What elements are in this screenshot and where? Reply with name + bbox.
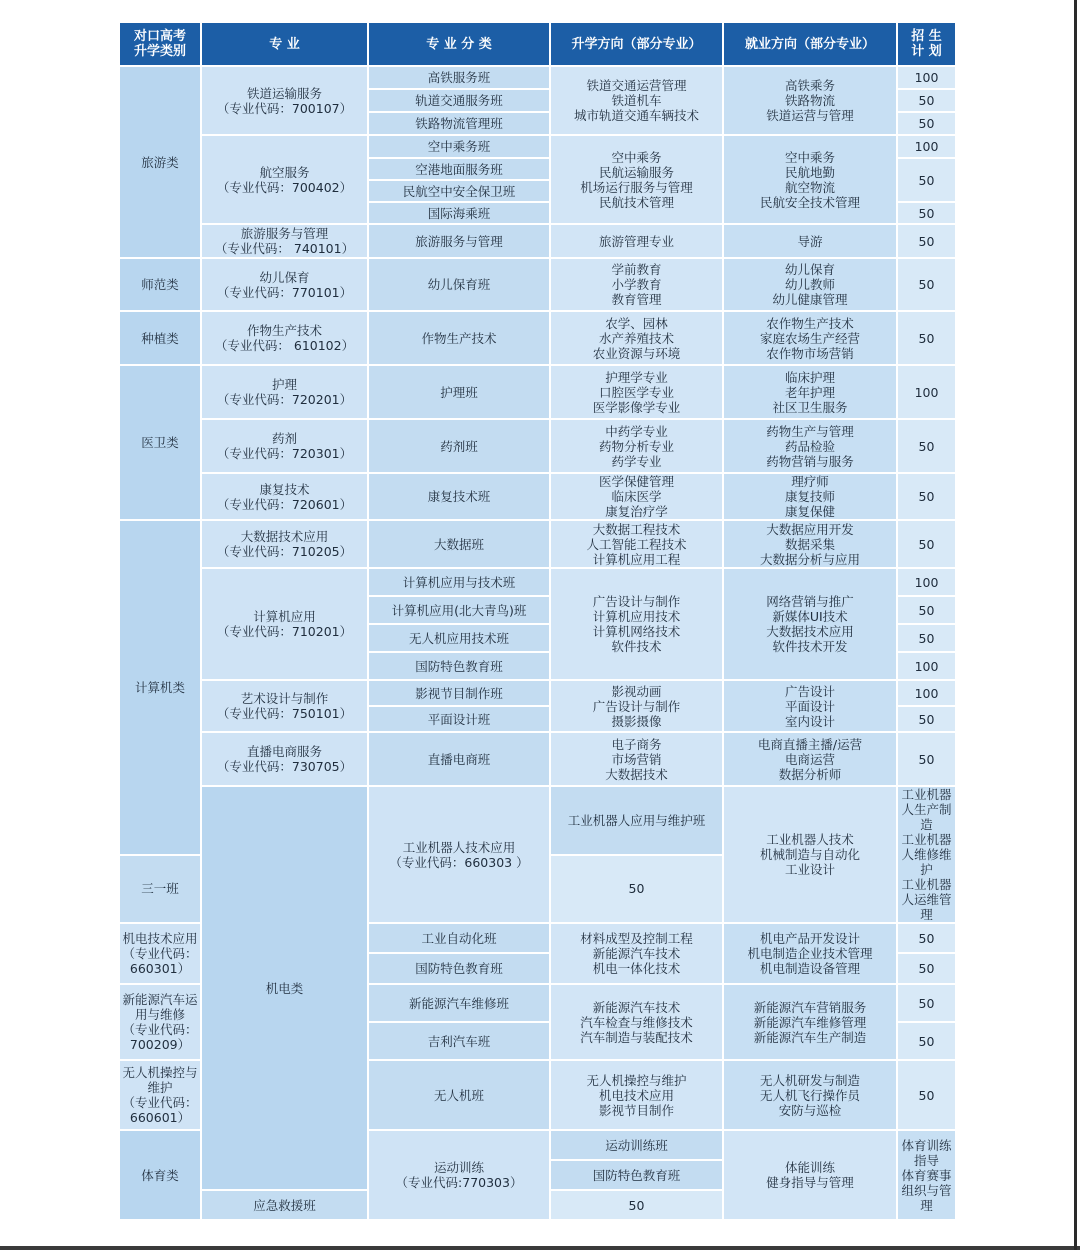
major-cell: 计算机应用 （专业代码：710201） — [201, 568, 368, 680]
enrollment-cell: 100 — [897, 568, 956, 596]
further-study-cell: 农学、园林 水产养殖技术 农业资源与环境 — [550, 311, 723, 365]
class-cell: 吉利汽车班 — [368, 1022, 550, 1060]
table-row — [119, 311, 956, 365]
class-cell: 平面设计班 — [368, 706, 550, 732]
class-cell: 工业自动化班 — [368, 923, 550, 953]
major-cell: 护理 （专业代码：720201） — [201, 365, 368, 419]
further-study-cell: 工业机器人技术 机械制造与自动化 工业设计 — [723, 786, 897, 923]
enrollment-cell: 50 — [897, 112, 956, 135]
employment-cell: 工业机器人生产制造 工业机器人维修维护 工业机器人运维管理 — [897, 786, 956, 923]
employment-cell: 广告设计 平面设计 室内设计 — [723, 680, 897, 732]
enrollment-cell: 100 — [897, 135, 956, 158]
class-cell: 国防特色教育班 — [368, 652, 550, 680]
table-header-row — [119, 22, 956, 66]
header-category: 对口高考 升学类别 — [119, 22, 201, 66]
enrollment-cell: 50 — [897, 473, 956, 520]
enrollment-table — [118, 21, 957, 1221]
table-row — [119, 66, 956, 89]
table-row — [119, 224, 956, 258]
class-cell: 护理班 — [368, 365, 550, 419]
employment-cell: 新能源汽车营销服务 新能源汽车维修管理 新能源汽车生产制造 — [723, 984, 897, 1060]
major-cell: 新能源汽车运用与维修 （专业代码：700209） — [119, 984, 201, 1060]
class-cell: 国防特色教育班 — [550, 1160, 723, 1190]
employment-cell: 空中乘务 民航地勤 航空物流 民航安全技术管理 — [723, 135, 897, 224]
further-study-cell: 旅游管理专业 — [550, 224, 723, 258]
major-cell: 工业机器人技术应用 （专业代码：660303 ） — [368, 786, 550, 923]
table-row — [119, 419, 956, 473]
enrollment-cell: 100 — [897, 365, 956, 419]
enrollment-cell: 50 — [897, 520, 956, 568]
major-cell: 无人机操控与维护 （专业代码：660601） — [119, 1060, 201, 1130]
employment-cell: 网络营销与推广 新媒体UI技术 大数据技术应用 软件技术开发 — [723, 568, 897, 680]
further-study-cell: 影视动画 广告设计与制作 摄影摄像 — [550, 680, 723, 732]
class-cell: 高铁服务班 — [368, 66, 550, 89]
employment-cell: 药物生产与管理 药品检验 药物营销与服务 — [723, 419, 897, 473]
enrollment-cell: 50 — [897, 1022, 956, 1060]
class-cell: 应急救援班 — [201, 1190, 368, 1220]
category-cell: 种植类 — [119, 311, 201, 365]
major-cell: 运动训练 （专业代码:770303） — [368, 1130, 550, 1220]
employment-cell: 理疗师 康复技师 康复保健 — [723, 473, 897, 520]
category-cell: 师范类 — [119, 258, 201, 311]
enrollment-cell: 50 — [897, 732, 956, 786]
class-cell: 无人机班 — [368, 1060, 550, 1130]
major-cell: 铁道运输服务 （专业代码：700107） — [201, 66, 368, 135]
class-cell: 新能源汽车维修班 — [368, 984, 550, 1022]
enrollment-cell: 100 — [897, 652, 956, 680]
enrollment-cell: 50 — [550, 1190, 723, 1220]
bottom-border — [0, 1246, 1080, 1250]
enrollment-cell: 50 — [897, 953, 956, 984]
major-cell: 康复技术 （专业代码：720601） — [201, 473, 368, 520]
class-cell: 药剂班 — [368, 419, 550, 473]
class-cell: 大数据班 — [368, 520, 550, 568]
employment-cell: 农作物生产技术 家庭农场生产经营 农作物市场营销 — [723, 311, 897, 365]
enrollment-cell: 50 — [897, 224, 956, 258]
enrollment-cell: 50 — [897, 624, 956, 652]
employment-cell: 临床护理 老年护理 社区卫生服务 — [723, 365, 897, 419]
employment-cell: 无人机研发与制造 无人机飞行操作员 安防与巡检 — [723, 1060, 897, 1130]
class-cell: 民航空中安全保卫班 — [368, 180, 550, 202]
class-cell: 国际海乘班 — [368, 202, 550, 224]
header-enrollment: 招 生 计 划 — [897, 22, 956, 66]
category-cell: 体育类 — [119, 1130, 201, 1220]
header-employment: 就业方向（部分专业） — [723, 22, 897, 66]
enrollment-cell: 50 — [897, 419, 956, 473]
major-cell: 直播电商服务 （专业代码：730705） — [201, 732, 368, 786]
further-study-cell: 铁道交通运营管理 铁道机车 城市轨道交通车辆技术 — [550, 66, 723, 135]
class-cell: 作物生产技术 — [368, 311, 550, 365]
header-major: 专 业 — [201, 22, 368, 66]
table-row — [119, 786, 956, 855]
class-cell: 直播电商班 — [368, 732, 550, 786]
enrollment-cell: 50 — [897, 1060, 956, 1130]
major-cell: 幼儿保育 （专业代码：770101） — [201, 258, 368, 311]
further-study-cell: 空中乘务 民航运输服务 机场运行服务与管理 民航技术管理 — [550, 135, 723, 224]
class-cell: 无人机应用技术班 — [368, 624, 550, 652]
major-cell: 艺术设计与制作 （专业代码：750101） — [201, 680, 368, 732]
class-cell: 旅游服务与管理 — [368, 224, 550, 258]
further-study-cell: 电子商务 市场营销 大数据技术 — [550, 732, 723, 786]
class-cell: 计算机应用(北大青鸟)班 — [368, 596, 550, 624]
employment-cell: 幼儿保育 幼儿教师 幼儿健康管理 — [723, 258, 897, 311]
further-study-cell: 大数据工程技术 人工智能工程技术 计算机应用工程 — [550, 520, 723, 568]
enrollment-cell: 50 — [897, 706, 956, 732]
enrollment-cell: 50 — [897, 596, 956, 624]
enrollment-cell: 50 — [897, 923, 956, 953]
further-study-cell: 中药学专业 药物分析专业 药学专业 — [550, 419, 723, 473]
major-cell: 作物生产技术 （专业代码： 610102） — [201, 311, 368, 365]
header-classification: 专 业 分 类 — [368, 22, 550, 66]
enrollment-cell: 50 — [550, 855, 723, 924]
class-cell: 空中乘务班 — [368, 135, 550, 158]
enrollment-cell: 50 — [897, 984, 956, 1022]
further-study-cell: 广告设计与制作 计算机应用技术 计算机网络技术 软件技术 — [550, 568, 723, 680]
further-study-cell: 护理学专业 口腔医学专业 医学影像学专业 — [550, 365, 723, 419]
major-cell: 航空服务 （专业代码：700402） — [201, 135, 368, 224]
class-cell: 幼儿保育班 — [368, 258, 550, 311]
class-cell: 空港地面服务班 — [368, 158, 550, 180]
enrollment-cell: 50 — [897, 258, 956, 311]
enrollment-cell: 50 — [897, 202, 956, 224]
class-cell: 三一班 — [119, 855, 201, 924]
further-study-cell: 新能源汽车技术 汽车检查与维修技术 汽车制造与装配技术 — [550, 984, 723, 1060]
table-row — [119, 135, 956, 158]
major-cell: 大数据技术应用 （专业代码：710205） — [201, 520, 368, 568]
enrollment-cell: 50 — [897, 89, 956, 112]
employment-cell: 电商直播主播/运营 电商运营 数据分析师 — [723, 732, 897, 786]
class-cell: 运动训练班 — [550, 1130, 723, 1160]
table-row — [119, 568, 956, 596]
class-cell: 国防特色教育班 — [368, 953, 550, 984]
further-study-cell: 体能训练 健身指导与管理 — [723, 1130, 897, 1220]
employment-cell: 机电产品开发设计 机电制造企业技术管理 机电制造设备管理 — [723, 923, 897, 984]
class-cell: 轨道交通服务班 — [368, 89, 550, 112]
table-row — [119, 365, 956, 419]
class-cell: 康复技术班 — [368, 473, 550, 520]
category-cell: 旅游类 — [119, 66, 201, 258]
further-study-cell: 医学保健管理 临床医学 康复治疗学 — [550, 473, 723, 520]
class-cell: 计算机应用与技术班 — [368, 568, 550, 596]
enrollment-cell: 50 — [897, 158, 956, 202]
further-study-cell: 学前教育 小学教育 教育管理 — [550, 258, 723, 311]
category-cell: 计算机类 — [119, 520, 201, 855]
employment-cell: 大数据应用开发 数据采集 大数据分析与应用 — [723, 520, 897, 568]
enrollment-cell: 100 — [897, 66, 956, 89]
right-border — [1074, 0, 1077, 1250]
class-cell: 影视节目制作班 — [368, 680, 550, 706]
further-study-cell: 材料成型及控制工程 新能源汽车技术 机电一体化技术 — [550, 923, 723, 984]
enrollment-cell: 100 — [897, 680, 956, 706]
category-cell: 医卫类 — [119, 365, 201, 520]
further-study-cell: 无人机操控与维护 机电技术应用 影视节目制作 — [550, 1060, 723, 1130]
class-cell: 工业机器人应用与维护班 — [550, 786, 723, 855]
major-cell: 旅游服务与管理 （专业代码： 740101） — [201, 224, 368, 258]
major-cell: 机电技术应用 （专业代码：660301） — [119, 923, 201, 984]
table-row — [119, 520, 956, 568]
enrollment-cell: 50 — [897, 311, 956, 365]
table-row — [119, 258, 956, 311]
table-row — [119, 732, 956, 786]
employment-cell: 体育训练指导 体育赛事组织与管理 — [897, 1130, 956, 1220]
header-further-study: 升学方向（部分专业） — [550, 22, 723, 66]
table-row — [119, 473, 956, 520]
table-row — [119, 680, 956, 706]
employment-cell: 高铁乘务 铁路物流 铁道运营与管理 — [723, 66, 897, 135]
category-cell: 机电类 — [201, 786, 368, 1190]
employment-cell: 导游 — [723, 224, 897, 258]
major-cell: 药剂 （专业代码：720301） — [201, 419, 368, 473]
class-cell: 铁路物流管理班 — [368, 112, 550, 135]
